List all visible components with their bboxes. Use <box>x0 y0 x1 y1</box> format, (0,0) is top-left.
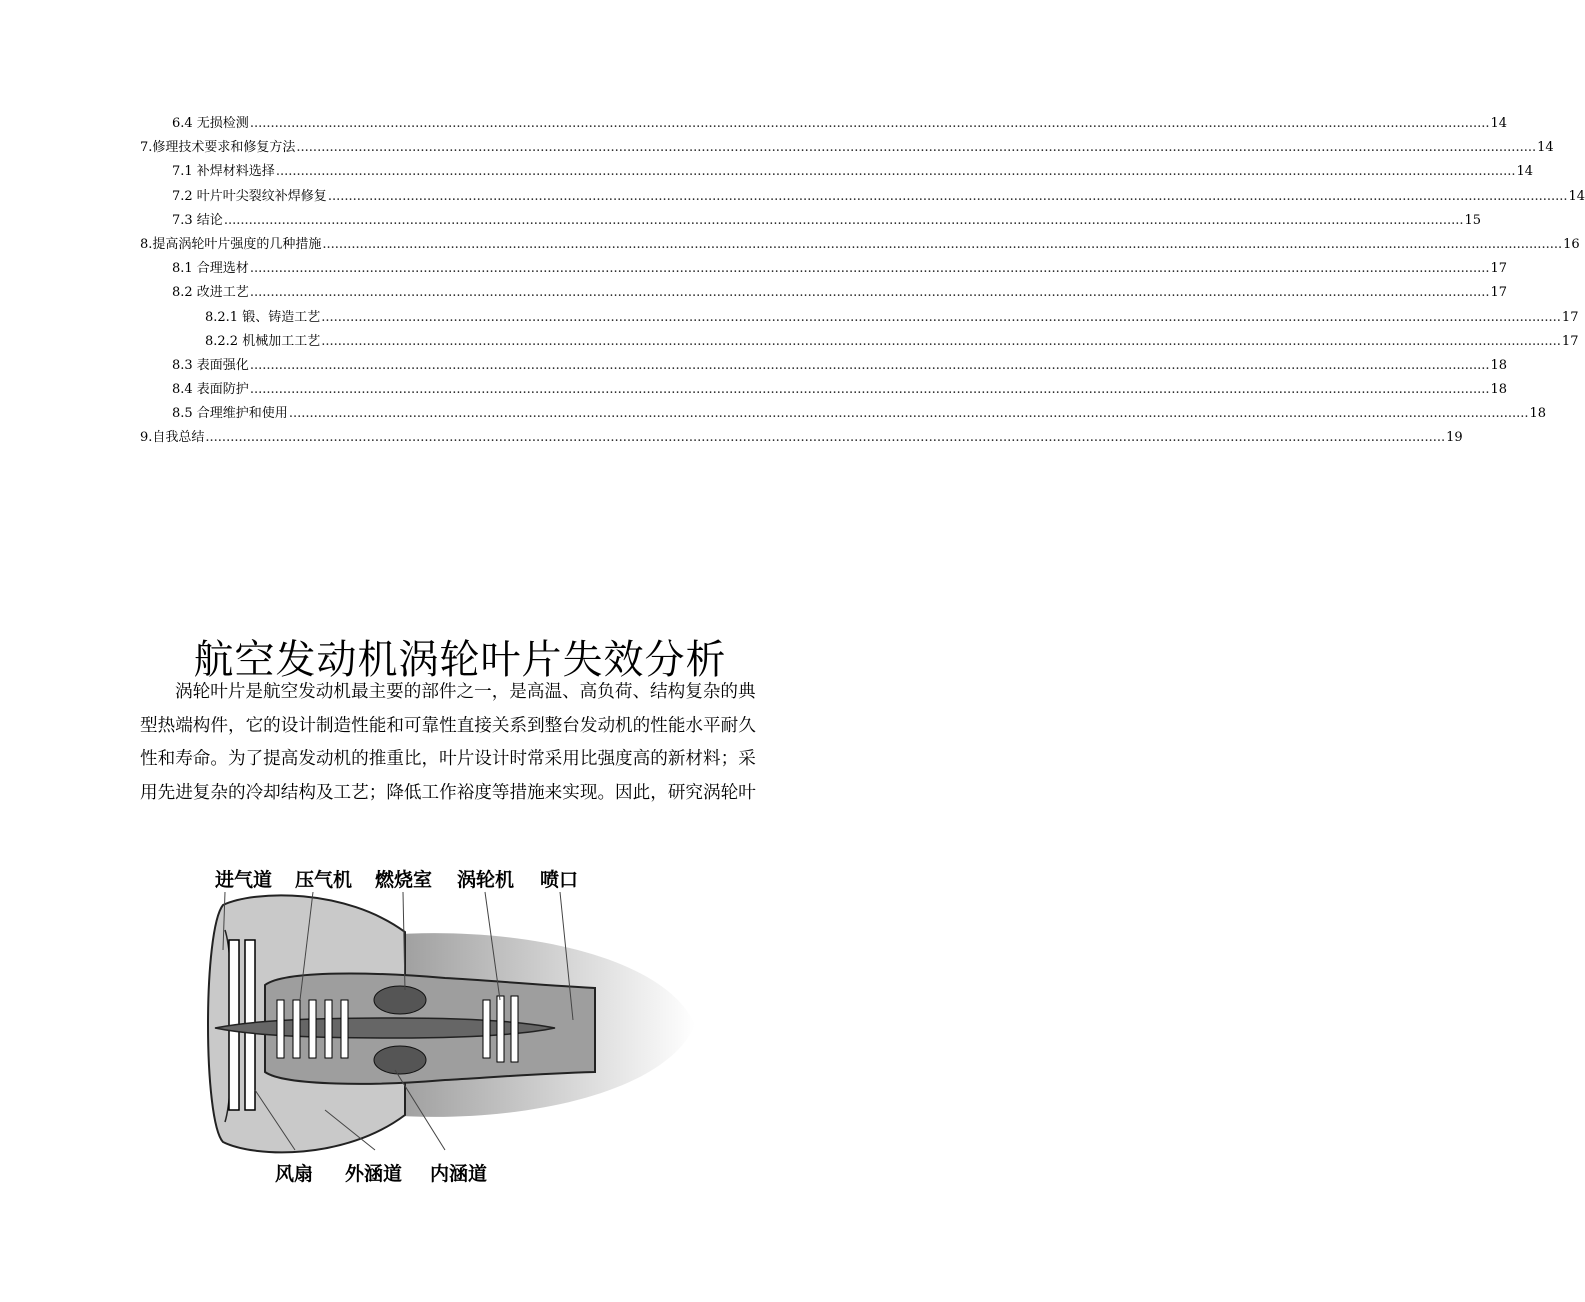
paragraph-line: 用先进复杂的冷却结构及工艺；降低工作裕度等措施来实现。因此，研究涡轮叶 <box>140 782 756 803</box>
label-bypass-duct: 外涵道 <box>345 1163 403 1185</box>
toc-entry[interactable] <box>0 233 1580 257</box>
toc-entry-page: 17 <box>1561 309 1579 325</box>
toc-leader-dots: ............................................................................................................................................................................................................................................................................................................ <box>249 116 1490 131</box>
toc-entry-page: 17 <box>1490 261 1508 277</box>
engine-illustration <box>195 860 705 1195</box>
toc-entry[interactable] <box>0 281 1508 305</box>
toc-entry-page: 14 <box>1490 116 1508 131</box>
toc-leader-dots: ............................................................................................................................................................................................................................................................................................................ <box>275 164 1516 180</box>
label-core-duct: 内涵道 <box>430 1163 488 1185</box>
toc-entry-page: 14 <box>1537 140 1554 156</box>
toc-leader-dots: ............................................................................................................................................................................................................................................................................................................ <box>249 261 1490 277</box>
intro-paragraph <box>140 676 782 810</box>
toc-entry[interactable] <box>0 209 1482 233</box>
toc-entry-label: 8.1 合理选材 <box>172 261 249 277</box>
combustor-bottom <box>374 1046 426 1074</box>
toc-entry[interactable] <box>0 378 1508 402</box>
label-nozzle: 喷口 <box>540 869 579 891</box>
label-combustor: 燃烧室 <box>375 869 433 891</box>
toc-entry[interactable] <box>0 306 1579 330</box>
toc-leader-dots: ............................................................................................................................................................................................................................................................................................................ <box>321 333 1561 349</box>
turbofan-engine-diagram <box>195 860 705 1195</box>
toc-leader-dots: ............................................................................................................................................................................................................................................................................................................ <box>288 406 1529 422</box>
toc-entry-label: 8.2.1 锻、铸造工艺 <box>205 309 321 325</box>
combustor-top <box>374 986 426 1014</box>
paragraph-line: 性和寿命。为了提高发动机的推重比，叶片设计时常采用比强度高的新材料；采 <box>140 749 756 770</box>
toc-entry-page: 17 <box>1561 333 1579 349</box>
toc-entry-label: 8.提高涡轮叶片强度的几种措施 <box>140 236 322 252</box>
toc-leader-dots: ............................................................................................................................................................................................................................................................................................................ <box>223 212 1464 228</box>
toc-entry-page: 14 <box>1568 188 1585 204</box>
paragraph-line: 型热端构件，它的设计制造性能和可靠性直接关系到整台发动机的性能水平耐久 <box>140 715 756 736</box>
toc-entry[interactable] <box>0 426 1463 450</box>
toc-entry[interactable] <box>0 160 1534 184</box>
toc-leader-dots: ............................................................................................................................................................................................................................................................................................................ <box>321 309 1561 325</box>
label-turbine: 涡轮机 <box>457 869 515 891</box>
toc-entry-page: 18 <box>1529 406 1547 422</box>
toc-leader-dots: ............................................................................................................................................................................................................................................................................................................ <box>249 382 1490 398</box>
toc-entry-label: 9.自我总结 <box>140 430 205 446</box>
toc-entry[interactable] <box>0 330 1579 354</box>
toc-entry-label: 7.2 叶片叶尖裂纹补焊修复 <box>172 188 327 204</box>
toc-entry[interactable] <box>0 354 1508 378</box>
toc-entry-label: 6.4 无损检测 <box>172 116 249 131</box>
toc-entry-page: 18 <box>1490 357 1508 373</box>
toc-entry-label: 8.2.2 机械加工工艺 <box>205 333 321 349</box>
toc-entry-page: 19 <box>1446 430 1463 446</box>
toc-entry-label: 8.3 表面强化 <box>172 357 249 373</box>
page-title: 航空发动机涡轮叶片失效分析 <box>193 637 727 683</box>
paragraph-line: 涡轮叶片是航空发动机最主要的部件之一，是高温、高负荷、结构复杂的典 <box>175 682 756 702</box>
table-of-contents <box>0 112 1585 451</box>
toc-entry[interactable] <box>0 257 1508 281</box>
turbine-stages <box>483 996 518 1062</box>
toc-leader-dots: ............................................................................................................................................................................................................................................................................................................ <box>322 236 1563 252</box>
toc-leader-dots: ............................................................................................................................................................................................................................................................................................................ <box>296 140 1537 156</box>
toc-entry-label: 7.修理技术要求和修复方法 <box>140 140 296 156</box>
toc-entry-page: 18 <box>1490 382 1508 398</box>
toc-entry-label: 7.3 结论 <box>172 212 223 228</box>
toc-entry-page: 16 <box>1563 236 1580 252</box>
toc-entry-page: 17 <box>1490 285 1508 301</box>
toc-entry[interactable] <box>0 402 1547 426</box>
toc-entry-label: 8.5 合理维护和使用 <box>172 406 288 422</box>
label-fan: 风扇 <box>275 1163 314 1185</box>
toc-leader-dots: ............................................................................................................................................................................................................................................................................................................ <box>249 357 1490 373</box>
toc-entry-label: 8.4 表面防护 <box>172 382 249 398</box>
toc-entry[interactable] <box>0 185 1585 209</box>
toc-leader-dots: ............................................................................................................................................................................................................................................................................................................ <box>249 285 1490 301</box>
toc-leader-dots: ............................................................................................................................................................................................................................................................................................................ <box>205 430 1446 446</box>
toc-entry-label: 7.1 补焊材料选择 <box>172 164 275 180</box>
label-compressor: 压气机 <box>295 869 353 891</box>
label-inlet: 进气道 <box>215 869 273 891</box>
toc-leader-dots: ............................................................................................................................................................................................................................................................................................................ <box>327 188 1568 204</box>
toc-entry[interactable] <box>0 136 1554 160</box>
toc-entry-page: 15 <box>1464 212 1482 228</box>
toc-entry[interactable] <box>0 112 1508 136</box>
toc-entry-label: 8.2 改进工艺 <box>172 285 249 301</box>
toc-entry-page: 14 <box>1516 164 1534 180</box>
